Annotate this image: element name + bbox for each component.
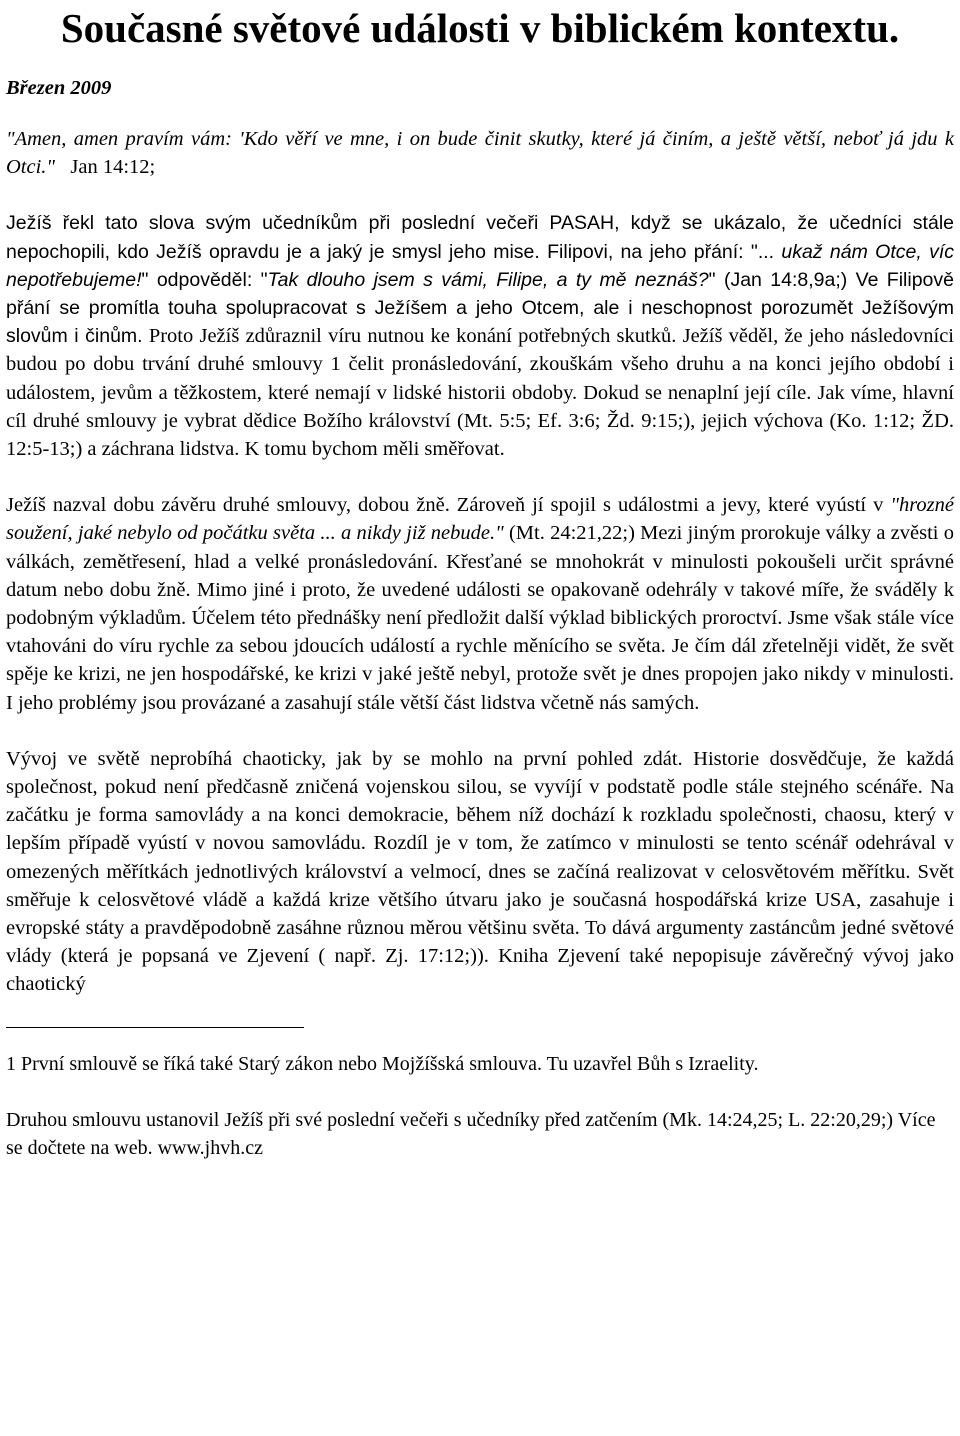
quote-text: "Amen, amen pravím vám: 'Kdo věří ve mne, i on bude činit skutky, které já činím, a ještě větší, neboť já jdu k Otci." — [6, 128, 954, 179]
paragraph-2 — [6, 491, 954, 717]
paragraph-1-b: ukaž nám Otce, víc nepotřebujeme! — [6, 240, 954, 291]
paragraph-2-b: "hrozné soužení, jaké nebylo od počátku světa ... a nikdy již nebude." — [6, 494, 954, 545]
footnote-1: 1 První smlouvě se říká také Starý zákon nebo Mojžíšská smlouva. Tu uzavřel Bůh s Izraelity. — [6, 1052, 759, 1075]
paragraph-1 — [6, 209, 954, 463]
document-page — [6, 0, 954, 1162]
paragraph-1-a: Ježíš řekl tato slova svým učedníkům při poslední večeři PASAH, když se ukázalo, že učedníci stále nepochopili, kdo Ježíš opravdu je a jaký je smysl jeho mise. Filipovi, na jeho přání: "... — [6, 212, 954, 263]
date-line: Březen 2009 — [6, 77, 112, 99]
footnote-2: Druhou smlouvu ustanovil Ježíš při své poslední večeři s učedníky před zatčením (Mk. 14:24,25; L. 22:20,29;) Více se dočtete na web. www.jhvh.cz — [6, 1108, 936, 1159]
paragraph-1-d: Tak dlouho jsem s vámi, Filipe, a ty mě neznáš? — [267, 268, 709, 291]
paragraph-1-e: " (Jan 14:8,9a;) Ve Filipově přání se promítla touha spolupracovat s Ježíšem a jeho Otcem, ale i neschopnost porozumět Ježíšovým slovům i činům. — [6, 268, 954, 348]
footnote-divider — [6, 1027, 304, 1028]
quote-reference: Jan 14:12; — [70, 156, 156, 179]
paragraph-2-a: Ježíš nazval dobu závěru druhé smlouvy, dobou žně. Zároveň jí spojil s událostmi a jevy, které vyústí v — [6, 494, 891, 517]
document-title: Současné světové události v biblickém kontextu. — [60, 5, 900, 51]
paragraph-3: Vývoj ve světě neprobíhá chaoticky, jak by se mohlo na první pohled zdát. Historie dosvědčuje, že každá společnost, pokud není předčasně zničená vojenskou silou, se vyvíjí v podstatě podle stále stejného scénáře. Na začátku je forma samovlády a na konci demokracie, během níž dochází k rozkladu společnosti, chaosu, který v lepším případě vyústí v novou samovládu. Rozdíl je v tom, že zatímco v minulosti se tento scénář odehrával v omezených měřítkách jednotlivých království a velmocí, dnes se začíná realizovat v celosvětovém měřítku. Svět směřuje k celosvětové vládě a každá krize většího útvaru jako je současná hospodářská krize USA, zasahuje i evropské státy a pravděpodobně zasáhne různou měrou většinu světa. To dává argumenty zastáncům jedné světové vlády (která je popsaná ve Zjevení ( např. Zj. 17:12;)). Kniha Zjevení také nepopisuje závěrečný vývoj jako chaotický — [6, 747, 954, 996]
paragraph-2-c: (Mt. 24:21,22;) Mezi jiným prorokuje války a zvěsti o válkách, zemětřesení, hlad a velké pronásledování. Křesťané se mnohokrát v minulosti pokoušeli určit správné datum nebo dobu žně. Mimo jiné i proto, že uvedené události se opakovaně odehrály v takové míře, že sváděly k podobným výkladům. Účelem této přednášky není předložit další výklad biblických proroctví. Jsme však stále více vtahováni do víru rychle za sebou jdoucích událostí a rychle měnícího se světa. Je čím dál zřetelněji vidět, že svět spěje ke krizi, ne jen hospodářské, ke krizi v jaké ještě nebyl, protože svět je dnes propojen jako nikdy v minulosti. I jeho problémy jsou provázané a zasahují stále větší část lidstva včetně nás samých. — [6, 522, 954, 714]
paragraph-1-f: Proto Ježíš zdůraznil víru nutnou ke konání potřebných skutků. Ježíš věděl, že jeho následovníci budou po dobu trvání druhé smlouvy 1 čelit pronásledování, zkouškám všeho druhu a na konci jejího období i událostem, jevům a těžkostem, které nemají v lidské historii obdoby. Dokud se nenaplní její cíle. Jak víme, hlavní cíl druhé smlouvy je vybrat dědice Božího království (Mt. 5:5; Ef. 3:6; Žd. 9:15;), jejich výchova (Ko. 1:12; ŽD. 12:5-13;) a záchrana lidstva. K tomu bychom měli směřovat. — [6, 325, 954, 461]
paragraph-1-c: " odpověděl: " — [141, 268, 268, 291]
scripture-quote — [6, 125, 954, 181]
